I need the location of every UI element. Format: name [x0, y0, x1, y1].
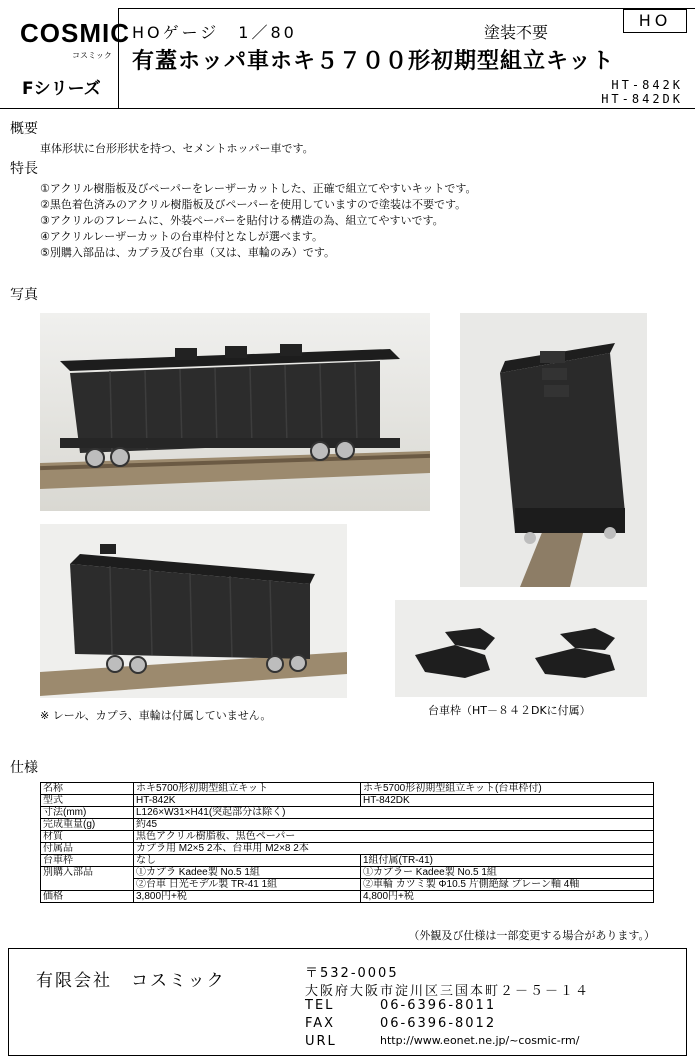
- spec-cell: 寸法(mm): [41, 807, 134, 819]
- header-divider-vertical: [118, 8, 119, 108]
- spec-heading: 仕様: [10, 760, 38, 776]
- features-heading: 特長: [10, 161, 38, 177]
- spec-cell: カプラ用 M2×5 2本、台車用 M2×8 2本: [134, 843, 654, 855]
- table-row: [41, 891, 654, 903]
- table-row: [41, 783, 654, 795]
- table-row: [41, 831, 654, 843]
- paint-note: 塗装不要: [484, 23, 549, 42]
- overview-text: 車体形状に台形形状を持つ、セメントホッパー車です。: [40, 142, 314, 155]
- photo-caption-right: 台車枠（HT－８４２DKに付属）: [428, 704, 591, 717]
- feature-item: ①アクリル樹脂板及びペーパーをレーザーカットした、正確で組立てやすいキットです。: [40, 182, 477, 195]
- spec-cell: 名称: [41, 783, 134, 795]
- header-divider-top: [118, 8, 695, 9]
- overview-heading: 概要: [10, 121, 38, 137]
- spec-cell: 1組付属(TR-41): [361, 855, 654, 867]
- product-code-dk: HT-842DK: [601, 92, 683, 106]
- spec-cell: HT-842K: [134, 795, 361, 807]
- photos-heading: 写真: [10, 287, 38, 303]
- logo-text: COSMIC: [20, 18, 130, 48]
- spec-cell: L126×W31×H41(突起部分は除く): [134, 807, 654, 819]
- table-row: [41, 843, 654, 855]
- feature-item: ②黒色着色済みのアクリル樹脂板及びペーパーを使用していますので塗装は不要です。: [40, 198, 467, 211]
- photo-side-view: [40, 313, 430, 511]
- spec-note: （外観及び仕様は一部変更する場合があります。）: [408, 929, 655, 942]
- photo-caption-left: ※ レール、カプラ、車輪は付属していません。: [40, 709, 272, 722]
- fax-label: FAX: [305, 1016, 336, 1031]
- ho-badge: HO: [623, 9, 687, 33]
- spec-cell: 約45: [134, 819, 654, 831]
- spec-cell: ②車輪 カツミ製 Φ10.5 片側絶縁 プレーン軸 4軸: [361, 879, 654, 891]
- feature-item: ③アクリルのフレームに、外装ペーパーを貼付ける構造の為、組立てやすいです。: [40, 214, 444, 227]
- product-code-k: HT-842K: [611, 78, 683, 92]
- spec-cell: 付属品: [41, 843, 134, 855]
- spec-cell: 別購入部品: [41, 867, 134, 891]
- spec-cell: 材質: [41, 831, 134, 843]
- photo-top-view: [460, 313, 647, 587]
- spec-cell: ①カプラ Kadee製 No.5 1組: [134, 867, 361, 879]
- feature-item: ⑤別購入部品は、カプラ及び台車（又は、車輪のみ）です。: [40, 246, 335, 259]
- photo-bogie-frames: [395, 600, 647, 697]
- fax-number: 06-6396-8012: [380, 1016, 497, 1031]
- spec-cell: 価格: [41, 891, 134, 903]
- spec-cell: 黒色アクリル樹脂板、黒色ペーパー: [134, 831, 654, 843]
- url-label: URL: [305, 1034, 337, 1049]
- gauge-scale: HOゲージ 1／80: [132, 23, 297, 42]
- tel-label: TEL: [305, 998, 335, 1013]
- address: 大阪府大阪市淀川区三国本町２－５－１４: [305, 984, 591, 999]
- photo-angle-view: [40, 524, 347, 698]
- spec-table: [40, 782, 654, 903]
- spec-cell: ①カプラー Kadee製 No.5 1組: [361, 867, 654, 879]
- series-label: Fシリーズ: [22, 79, 101, 99]
- feature-item: ④アクリルレーザーカットの台車枠付となしが選べます。: [40, 230, 324, 243]
- table-row: [41, 855, 654, 867]
- spec-cell: 台車枠: [41, 855, 134, 867]
- spec-cell: 4,800円+税: [361, 891, 654, 903]
- page-title: 有蓋ホッパ車ホキ５７００形初期型組立キット: [132, 49, 615, 74]
- spec-cell: ホキ5700形初期型組立キット: [134, 783, 361, 795]
- spec-cell: 完成重量(g): [41, 819, 134, 831]
- logo-subtext: コスミック: [72, 51, 112, 60]
- website-link[interactable]: http://www.eonet.ne.jp/~cosmic-rm/: [380, 1034, 580, 1047]
- table-row: [41, 807, 654, 819]
- cosmic-logo: [20, 18, 130, 66]
- tel-number: 06-6396-8011: [380, 998, 497, 1013]
- header-divider-bottom: [0, 108, 695, 109]
- spec-cell: なし: [134, 855, 361, 867]
- spec-cell: 3,800円+税: [134, 891, 361, 903]
- table-row: [41, 819, 654, 831]
- spec-cell: 型式: [41, 795, 134, 807]
- spec-cell: HT-842DK: [361, 795, 654, 807]
- spec-cell: ホキ5700形初期型組立キット(台車枠付): [361, 783, 654, 795]
- spec-cell: ②台車 日光モデル製 TR-41 1組: [134, 879, 361, 891]
- table-row: [41, 795, 654, 807]
- company-name: 有限会社 コスミック: [36, 971, 226, 991]
- table-row: [41, 867, 654, 879]
- postal-code: 〒532-0005: [305, 966, 399, 981]
